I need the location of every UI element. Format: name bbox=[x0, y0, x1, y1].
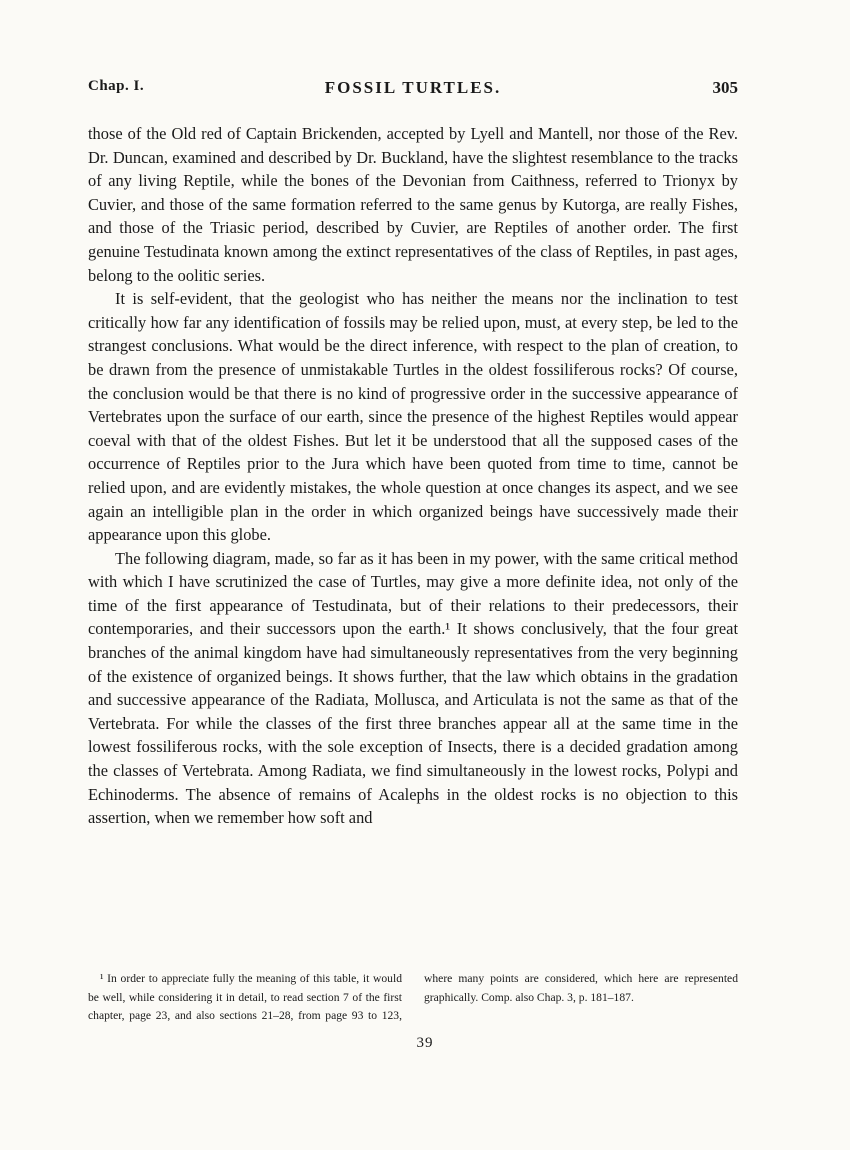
footnote-text: ¹ In order to appreciate fully the meaning of this table, it would be well, while considering it in detail, to read section 7 of the first chapter, page 23, and also sections 21–28, from page 93 to 123, where many points are considered, which here are represented graphically. Comp. also Chap. 3, p. 181–187. bbox=[88, 972, 738, 1022]
paragraph-2: It is self-evident, that the geologist who has neither the means nor the inclination to test critically how far any identification of fossils may be relied upon, must, at every step, be led to the strangest conclusions. What would be the direct inference, with respect to the plan of creation, to be drawn from the presence of unmistakable Turtles in the oldest fossiliferous rocks? Of course, the conclusion would be that there is no kind of progressive order in the successive appearance of Vertebrates upon the surface of our earth, since the presence of the highest Reptiles would appear coeval with that of the oldest Fishes. But let it be understood that all the supposed cases of the occurrence of Reptiles prior to the Jura which have been quoted from time to time, cannot be relied upon, and are evidently mistakes, the whole question at once changes its aspect, and we see again an intelligible plan in the order in which organized beings have successively made their appearance upon this globe. bbox=[88, 289, 738, 545]
footnote bbox=[88, 970, 738, 1026]
page-number: 305 bbox=[712, 78, 738, 97]
page-title: FOSSIL TURTLES. bbox=[324, 78, 502, 97]
paragraph-1: those of the Old red of Captain Brickenden, accepted by Lyell and Mantell, nor those of the Rev. Dr. Duncan, examined and described by Dr. Buckland, have the slightest resemblance to the tracks of any living Reptile, while the bones of the Devonian from Caithness, referred to Trionyx by Cuvier, and those of the same formation referred to the same genus by Kutorga, are really Fishes, and those of the Triasic period, described by Cuvier, are Reptiles of another order. The first genuine Testudinata known among the extinct representatives of the class of Reptiles, in past ages, belong to the oolitic series. bbox=[88, 124, 738, 285]
chapter-label: Chap. I. bbox=[88, 78, 145, 94]
signature-mark: 39 bbox=[416, 1035, 434, 1051]
paragraph-3: The following diagram, made, so far as it has been in my power, with the same critical method with which I have scrutinized the case of Turtles, may give a more definite idea, not only of the time of the first appearance of Testudinata, but of their relations to their predecessors, their contemporaries, and their successors upon the earth.¹ It shows conclusively, that the four great branches of the animal kingdom have had simultaneously representatives from the very beginning of the existence of organized beings. It shows further, that the law which obtains in the gradation and successive appearance of the Radiata, Mollusca, and Articulata is not the same as that of the Vertebrata. For while the classes of the first three branches appear all at the same time in the lowest fossiliferous rocks, with the sole exception of Insects, there is a decided gradation among the classes of Vertebrata. Among Radiata, we find simultaneously in the lowest rocks, Polypi and Echinoderms. The absence of remains of Acalephs in the oldest rocks is no objection to this assertion, when we remember how soft and bbox=[88, 548, 738, 828]
body-text bbox=[88, 122, 738, 830]
running-header bbox=[88, 78, 738, 102]
